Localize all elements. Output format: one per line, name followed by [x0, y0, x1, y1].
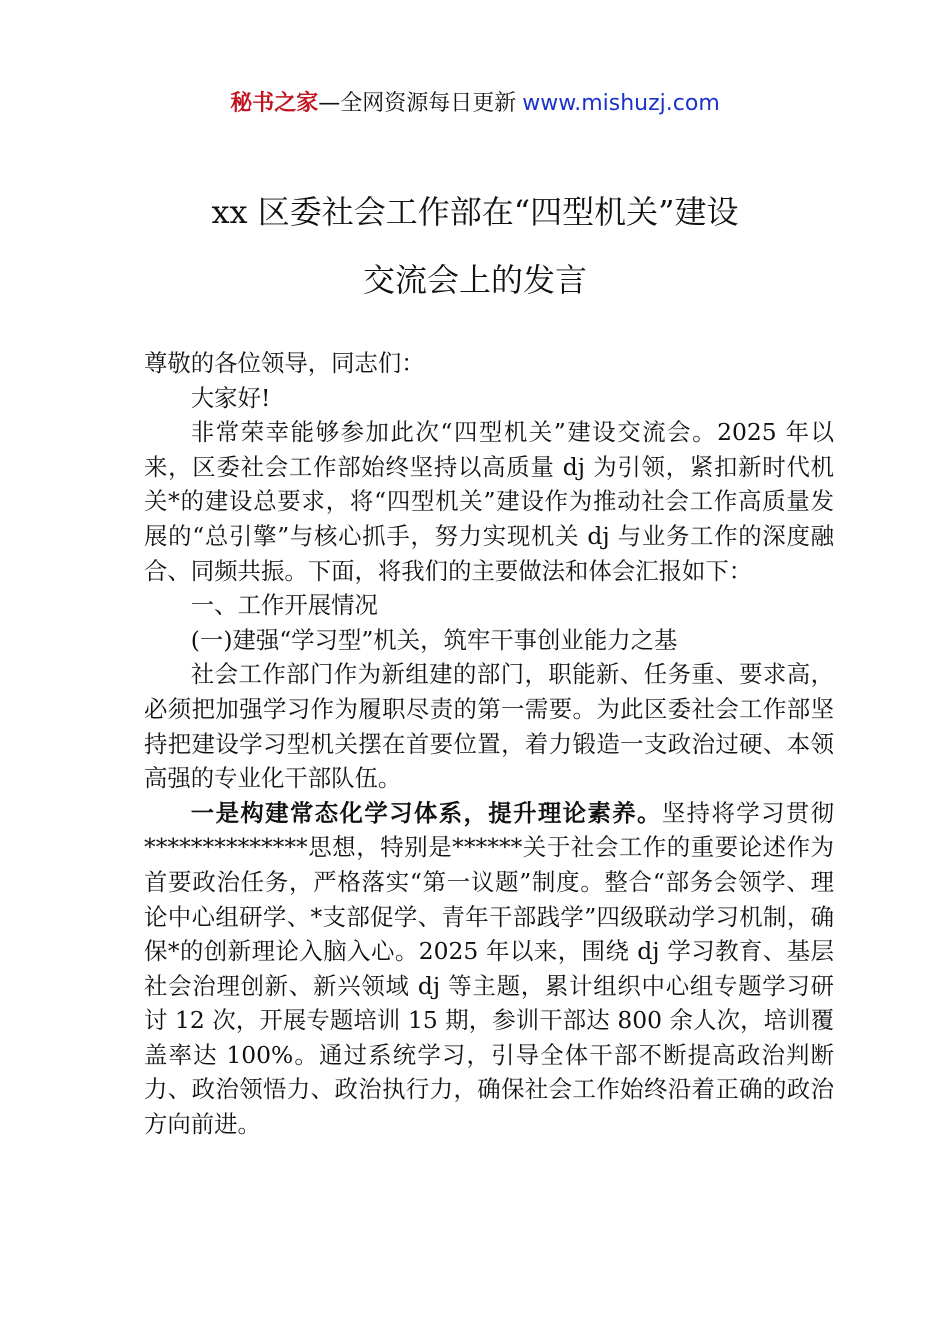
document-body	[144, 346, 834, 1142]
subsection-heading: (一)建强“学习型”机关，筑牢干事创业能力之基	[190, 625, 678, 654]
document-title-line-2: 交流会上的发言	[362, 261, 587, 299]
greeting: 大家好!	[190, 383, 271, 412]
paragraph: 社会工作部门作为新组建的部门，职能新、任务重、要求高，必须把加强学习作为履职尽责的第一需要。为此区委社会工作部坚持把建设学习型机关摆在首要位置，着力锻造一支政治过硬、本领高强的专业化干部队伍。	[144, 660, 834, 793]
document-title-line-1: xx 区委社会工作部在“四型机关”建设	[211, 193, 739, 231]
point-text: 坚持将学习贯彻**************思想，特别是******关于社会工作的重要论述作为首要政治任务，严格落实“第一议题”制度。整合“部务会领学、理论中心组研学、*支部促学、青年干部践学”四级联动学习机制，确保*的创新理论入脑入心。2025 年以来，围绕 dj 学习教育、基层社会治理创新、新兴领域 dj 等主题，累计组织中心组专题学习研讨 12 次，开展专题培训 15 期，参训干部达 800 余人次，培训覆盖率达 100%。通过系统学习，引导全体干部不断提高政治判断力、政治领悟力、政治执行力，确保社会工作始终沿着正确的政治方向前进。	[144, 798, 835, 1139]
site-tagline: —全网资源每日更新	[318, 91, 517, 116]
point-heading: 一是构建常态化学习体系，提升理论素养。	[190, 798, 662, 827]
site-brand: 秘书之家	[230, 91, 319, 116]
section-heading: 一、工作开展情况	[190, 591, 378, 620]
point-paragraph	[144, 796, 834, 1142]
site-header	[0, 88, 950, 120]
site-url-link[interactable]: www.mishuzj.com	[522, 91, 720, 116]
intro-paragraph: 非常荣幸能够参加此次“四型机关”建设交流会。2025 年以来，区委社会工作部始终坚持以高质量 dj 为引领，紧扣新时代机关*的建设总要求，将“四型机关”建设作为推动社会工作高质量发展的“总引擎”与核心抓手，努力实现机关 dj 与业务工作的深度融合、同频共振。下面，将我们的主要做法和体会汇报如下：	[144, 418, 834, 585]
salutation: 尊敬的各位领导，同志们：	[144, 349, 425, 377]
